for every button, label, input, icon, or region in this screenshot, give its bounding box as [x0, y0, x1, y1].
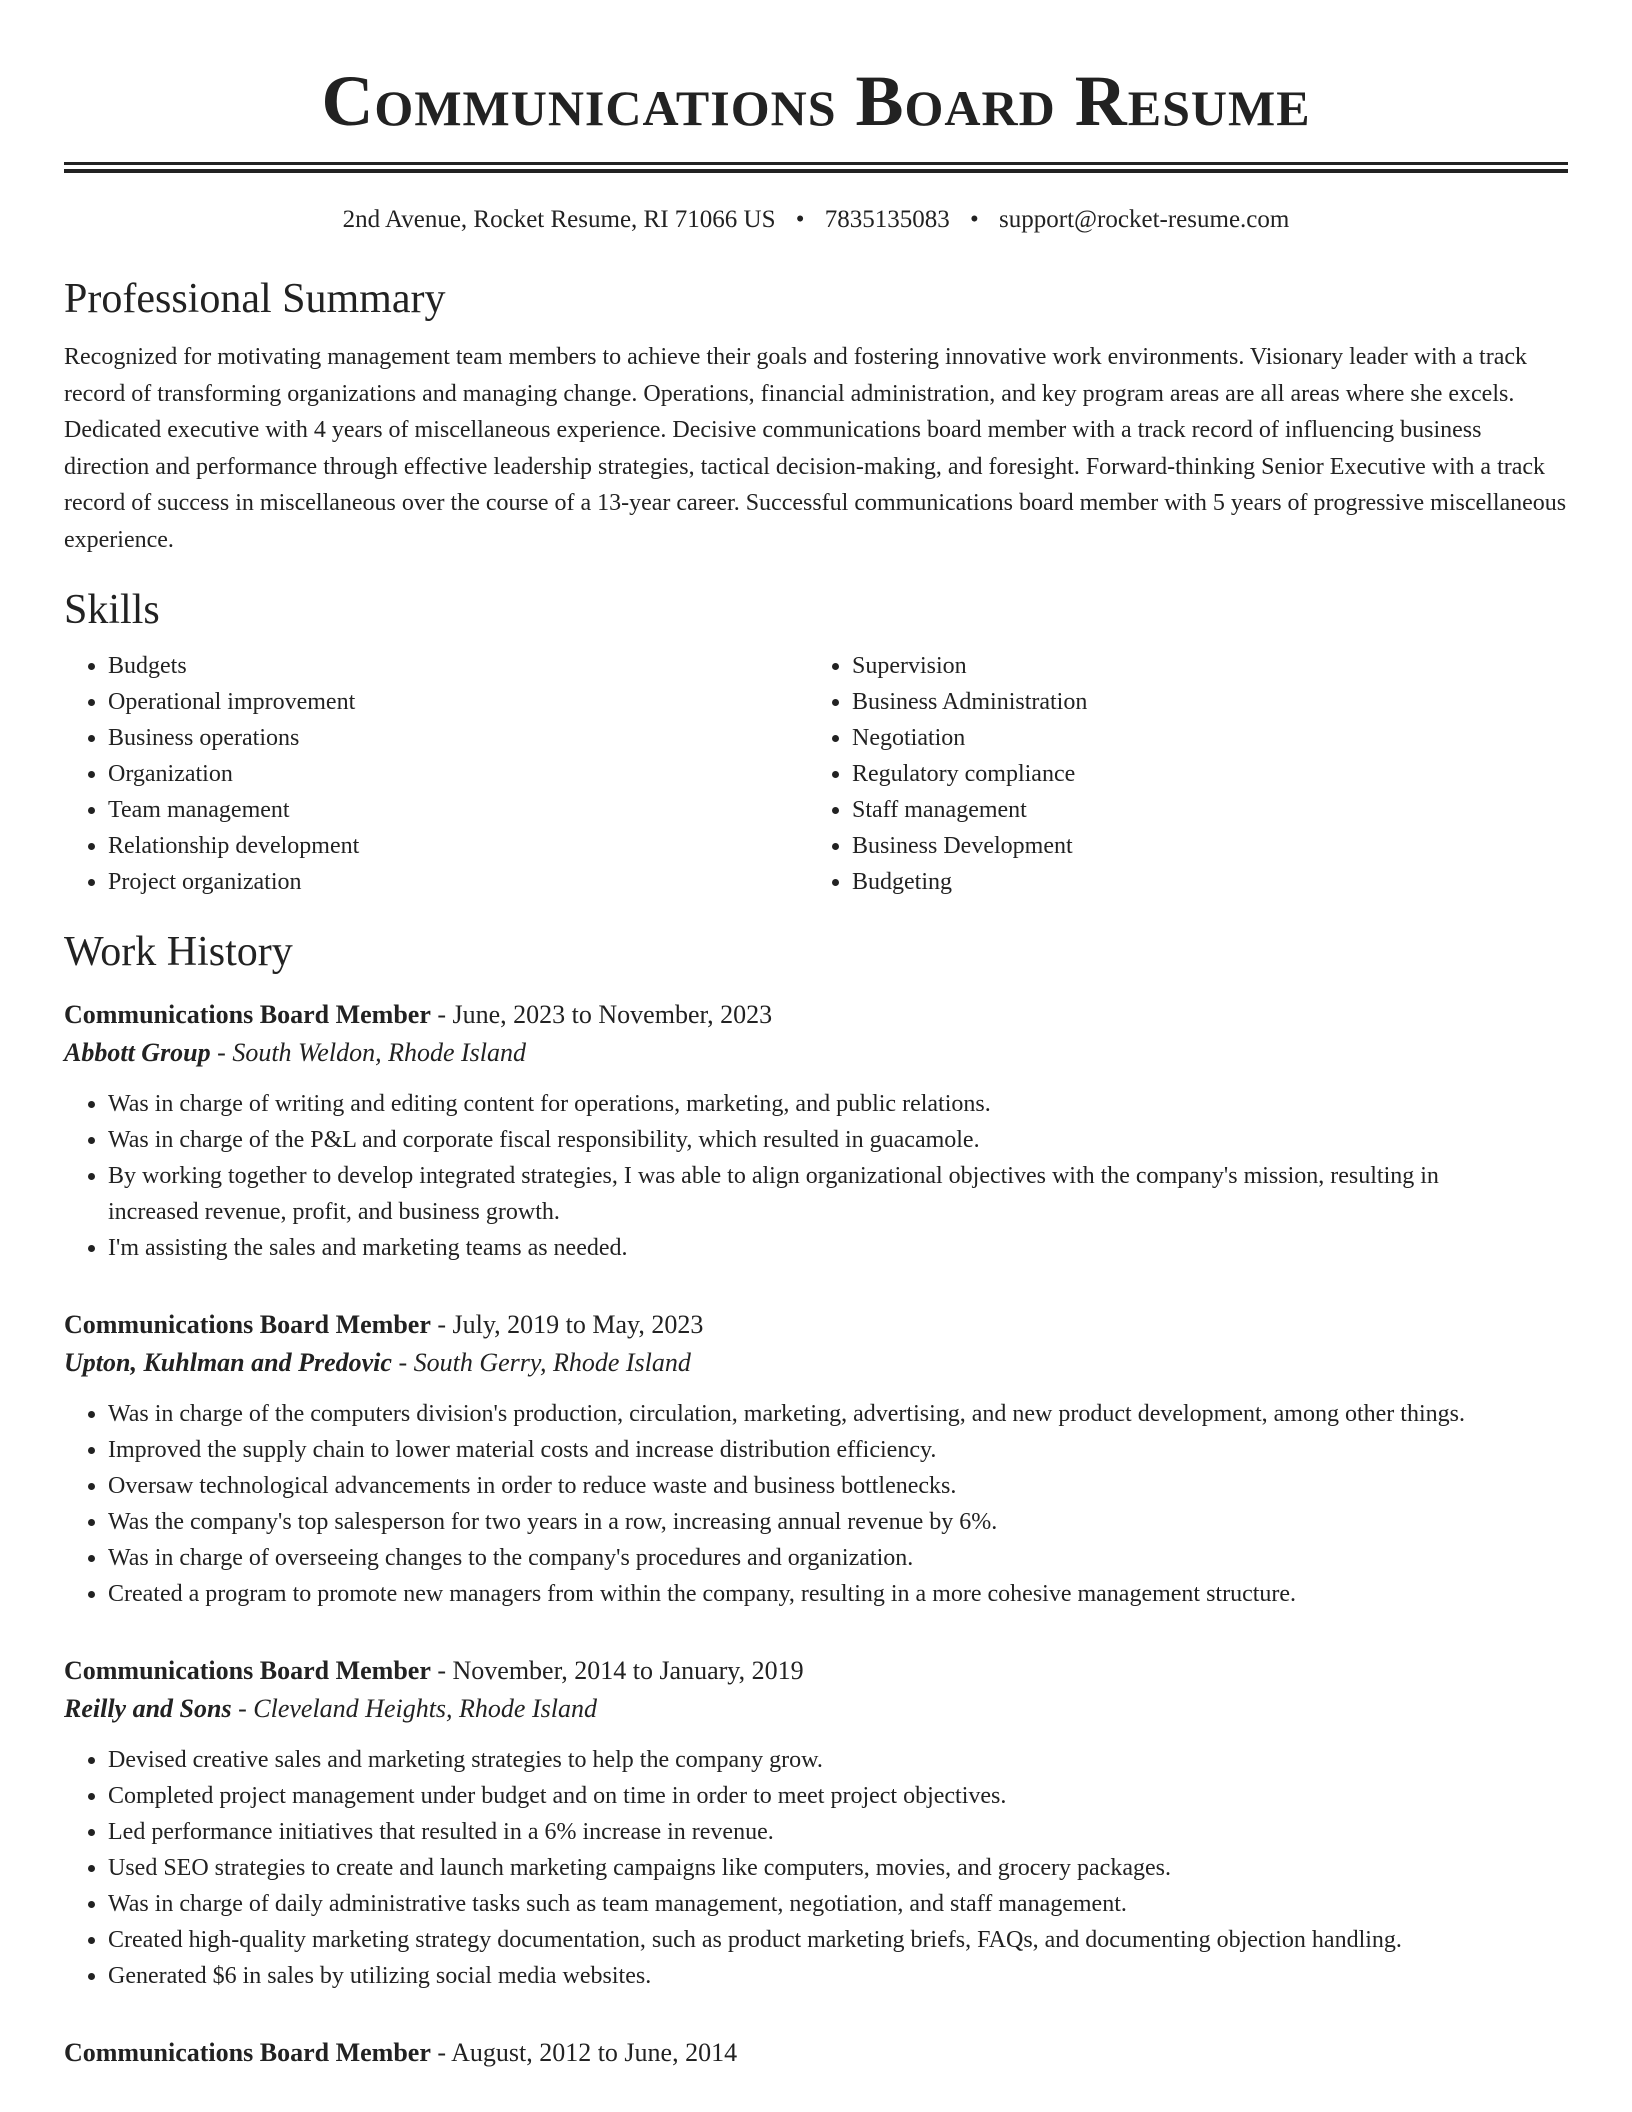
job-location: - Cleveland Heights, Rhode Island	[231, 1694, 597, 1723]
job-bullets	[64, 1396, 1568, 1612]
job-dates: - August, 2012 to June, 2014	[430, 2038, 738, 2067]
job-company: Upton, Kuhlman and Predovic	[64, 1348, 392, 1377]
job-title-line	[64, 2034, 1568, 2072]
skill-item: • Staff management	[852, 792, 1552, 828]
job-company: Abbott Group	[64, 1038, 211, 1067]
job-bullets	[64, 1742, 1568, 1994]
job-bullet: • Oversaw technological advancements in order to reduce waste and business bottlenecks.	[108, 1468, 1568, 1504]
skill-item: • Relationship development	[108, 828, 808, 864]
job-bullet: • Completed project management under budget and on time in order to meet project objectives.	[108, 1778, 1568, 1814]
job-bullet: • Was in charge of overseeing changes to the company's procedures and organization.	[108, 1540, 1568, 1576]
job-company-line	[64, 1344, 1568, 1382]
job-title: Communications Board Member	[64, 1000, 431, 1029]
summary-text: Recognized for motivating management team members to achieve their goals and fostering innovative work environments. Visionary leader with a track record of transforming organizations and managing change. Operations, financial administration, and key program areas are all areas where she excels. Dedicated executive with 4 years of miscellaneous experience. Decisive communications board member with a track record of influencing business direction and performance through effective leadership strategies, tactical decision-making, and foresight. Forward-thinking Senior Executive with a track record of success in miscellaneous over the course of a 13-year career. Successful communications board member with 5 years of progressive miscellaneous experience.	[64, 344, 1567, 553]
job-entry	[64, 1306, 1568, 1612]
skill-item: • Business Administration	[852, 684, 1552, 720]
contact-line	[64, 203, 1568, 237]
job-title-line	[64, 1652, 1568, 1690]
job-dates: - July, 2019 to May, 2023	[430, 1310, 704, 1339]
job-dates: - November, 2014 to January, 2019	[430, 1656, 804, 1685]
job-bullet: • Improved the supply chain to lower material costs and increase distribution efficiency.	[108, 1432, 1568, 1468]
job-title: Communications Board Member	[64, 2038, 431, 2067]
job-title-line	[64, 996, 1568, 1034]
job-bullet: • Generated $6 in sales by utilizing social media websites.	[108, 1958, 1568, 1994]
job-bullet: • By working together to develop integrated strategies, I was able to align organizational objectives with the company's mission, resulting in increased revenue, profit, and business growth.	[108, 1158, 1568, 1230]
skill-item: • Team management	[108, 792, 808, 828]
skill-item: • Project organization	[108, 864, 808, 900]
job-company-line	[64, 1690, 1568, 1728]
job-bullet: • Used SEO strategies to create and launch marketing campaigns like computers, movies, and grocery packages.	[108, 1850, 1568, 1886]
skills-columns	[64, 648, 1568, 900]
skills-list-right	[808, 648, 1552, 900]
job-location: - South Gerry, Rhode Island	[391, 1348, 691, 1377]
job-location: - South Weldon, Rhode Island	[210, 1038, 526, 1067]
job-company-line	[64, 1034, 1568, 1072]
job-bullet: • Devised creative sales and marketing strategies to help the company grow.	[108, 1742, 1568, 1778]
skill-item: • Negotiation	[852, 720, 1552, 756]
job-entry	[64, 996, 1568, 1266]
skill-item: • Operational improvement	[108, 684, 808, 720]
skills-list-left	[64, 648, 808, 900]
job-bullets	[64, 1086, 1568, 1266]
contact-address: 2nd Avenue, Rocket Resume, RI 71066 US	[342, 206, 776, 233]
job-company: Reilly and Sons	[64, 1694, 232, 1723]
skill-item: • Budgeting	[852, 864, 1552, 900]
skill-item: • Business operations	[108, 720, 808, 756]
contact-phone: 7835135083	[824, 206, 950, 233]
skill-item: • Supervision	[852, 648, 1552, 684]
job-bullet: • Led performance initiatives that resulted in a 6% increase in revenue.	[108, 1814, 1568, 1850]
resume-title: Communications Board Resume	[321, 61, 1311, 141]
job-bullet: • Was in charge of writing and editing content for operations, marketing, and public relations.	[108, 1086, 1568, 1122]
skills-heading: Skills	[64, 587, 160, 633]
job-entry	[64, 2034, 1568, 2072]
work-history-heading: Work History	[64, 929, 293, 975]
contact-separator: •	[970, 206, 979, 233]
job-title-line	[64, 1306, 1568, 1344]
contact-email: support@rocket-resume.com	[999, 206, 1290, 233]
summary-heading: Professional Summary	[64, 276, 446, 322]
job-bullet: • Was in charge of the computers division's production, circulation, marketing, advertising, and new product development, among other things.	[108, 1396, 1568, 1432]
job-title: Communications Board Member	[64, 1656, 431, 1685]
contact-separator: •	[795, 206, 805, 233]
job-dates: - June, 2023 to November, 2023	[430, 1000, 773, 1029]
title-divider	[64, 162, 1568, 173]
job-bullet: • Created a program to promote new managers from within the company, resulting in a more cohesive management structure.	[108, 1576, 1568, 1612]
skill-item: • Business Development	[852, 828, 1552, 864]
job-bullet: • I'm assisting the sales and marketing teams as needed.	[108, 1230, 1568, 1266]
job-entry	[64, 1652, 1568, 1994]
skill-item: • Organization	[108, 756, 808, 792]
job-bullet: • Created high-quality marketing strategy documentation, such as product marketing briefs, FAQs, and documenting objection handling.	[108, 1922, 1568, 1958]
job-title: Communications Board Member	[64, 1310, 431, 1339]
job-bullet: • Was in charge of the P&L and corporate fiscal responsibility, which resulted in guacamole.	[108, 1122, 1568, 1158]
skill-item: • Budgets	[108, 648, 808, 684]
job-bullet: • Was the company's top salesperson for two years in a row, increasing annual revenue by 6%.	[108, 1504, 1568, 1540]
skill-item: • Regulatory compliance	[852, 756, 1552, 792]
job-bullet: • Was in charge of daily administrative tasks such as team management, negotiation, and staff management.	[108, 1886, 1568, 1922]
